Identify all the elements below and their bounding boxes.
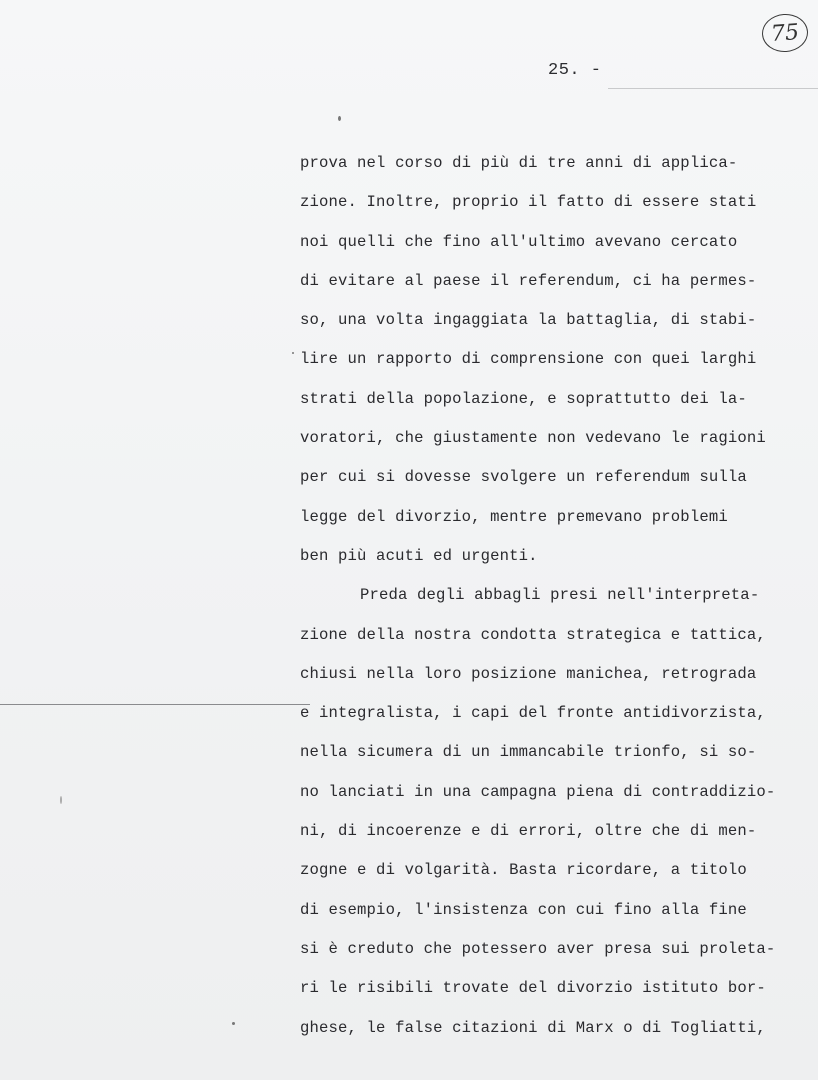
text-line: legge del divorzio, mentre premevano problemi	[300, 507, 728, 526]
scan-rule-margin	[0, 704, 310, 705]
text-line: so, una volta ingaggiata la battaglia, di stabi-	[300, 311, 757, 330]
text-line: lire un rapporto di comprensione con quei larghi	[300, 350, 757, 369]
body-text	[300, 144, 800, 1048]
scan-speck	[232, 1022, 235, 1025]
text-line: ni, di incoerenze e di errori, oltre che di men-	[300, 822, 757, 841]
text-line: nella sicumera di un immancabile trionfo, si so-	[300, 743, 757, 762]
text-line: voratori, che giustamente non vedevano le ragioni	[300, 429, 766, 448]
text-line: no lanciati in una campagna piena di contraddizio-	[300, 782, 776, 801]
scan-speck	[60, 796, 62, 804]
scan-speck	[292, 352, 294, 354]
text-line: zogne e di volgarità. Basta ricordare, a titolo	[300, 861, 747, 880]
text-line-paragraph-start: Preda degli abbagli presi nell'interpreta-	[360, 586, 760, 605]
text-line: strati della popolazione, e soprattutto dei la-	[300, 389, 747, 408]
text-line: e integralista, i capi del fronte antidivorzista,	[300, 704, 766, 723]
text-line: chiusi nella loro posizione manichea, retrograda	[300, 664, 757, 683]
scan-speck	[338, 116, 341, 121]
text-line: ri le risibili trovate del divorzio istituto bor-	[300, 979, 766, 998]
scan-rule-top	[608, 88, 818, 89]
text-line: ghese, le false citazioni di Marx o di Togliatti,	[300, 1018, 766, 1037]
text-line: zione. Inoltre, proprio il fatto di essere stati	[300, 193, 757, 212]
text-line: ben più acuti ed urgenti.	[300, 546, 538, 565]
text-line: di evitare al paese il referendum, ci ha permes-	[300, 271, 757, 290]
text-line: di esempio, l'insistenza con cui fino alla fine	[300, 900, 747, 919]
text-line: si è creduto che potessero aver presa sui proleta-	[300, 939, 776, 958]
text-line: noi quelli che fino all'ultimo avevano cercato	[300, 232, 738, 251]
page-number: 25. -	[548, 61, 602, 80]
text-line: per cui si dovesse svolgere un referendum sulla	[300, 468, 747, 487]
handwritten-folio-number: 75	[761, 12, 810, 53]
text-line: prova nel corso di più di tre anni di applica-	[300, 154, 738, 172]
text-line: zione della nostra condotta strategica e tattica,	[300, 625, 766, 644]
